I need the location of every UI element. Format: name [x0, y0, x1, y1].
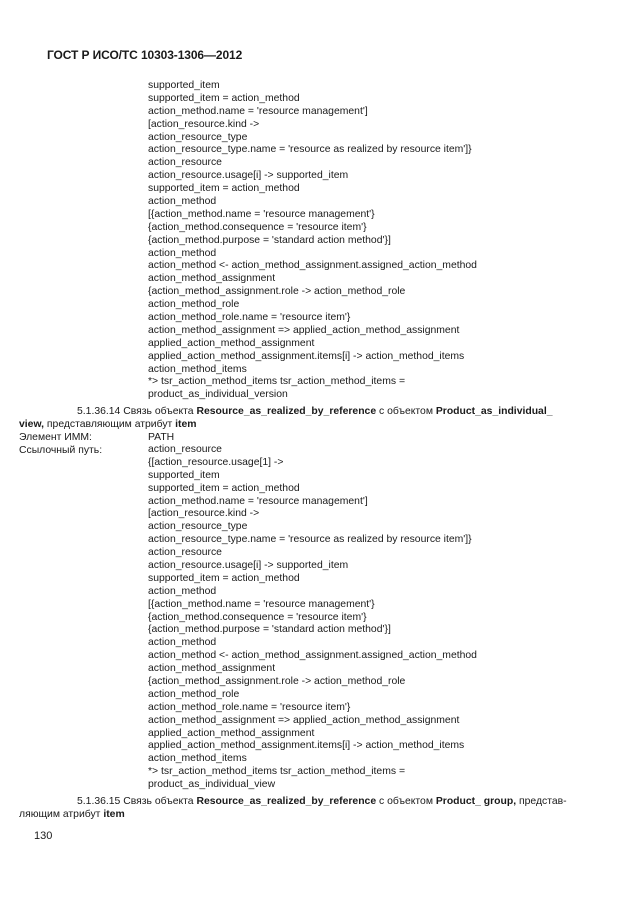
code-line: action_method_role.name = 'resource item'} [148, 312, 351, 324]
code-line: {[action_resource.usage[1] -> [148, 456, 284, 468]
reference-path-block-2 [148, 444, 477, 792]
code-line: {action_method.consequence = 'resource item'} [148, 221, 367, 233]
code-line: action_method <- action_method_assignment.assigned_action_method [148, 260, 477, 272]
code-line: action_method_items [148, 753, 247, 765]
code-line: action_method_role [148, 688, 240, 700]
code-line: action_method [148, 585, 217, 597]
entity-name: Product_ group, [435, 796, 517, 807]
code-line: supported_item = action_method [148, 572, 300, 584]
attribute-name: item [175, 418, 197, 430]
clause-text: представляющим атрибут [44, 418, 176, 430]
code-line: action_method [148, 637, 217, 649]
page-number: 130 [34, 830, 53, 842]
code-line: action_method_assignment [148, 273, 276, 285]
entity-name: Resource_as_realized_by_reference [196, 406, 377, 417]
element-label: Элемент ИММ: [19, 432, 92, 443]
clause-text: представ- [516, 796, 567, 807]
code-line: supported_item [148, 80, 220, 91]
code-line: supported_item = action_method [148, 482, 300, 494]
code-line: [{action_method.name = 'resource management'} [148, 208, 375, 220]
code-line: action_method [148, 247, 217, 259]
clause-text: Связь объекта [120, 796, 197, 807]
code-line: action_resource.usage[i] -> supported_item [148, 170, 349, 182]
code-line: [action_resource.kind -> [148, 508, 260, 520]
attribute-name: item [103, 808, 125, 820]
reference-path-label: Ссылочный путь: [19, 445, 103, 456]
code-line: {action_method.consequence = 'resource item'} [148, 611, 367, 623]
reference-path-block-1 [148, 80, 477, 402]
code-line: supported_item [148, 469, 220, 481]
code-line: applied_action_method_assignment [148, 337, 315, 349]
code-line: action_method.name = 'resource management'] [148, 495, 368, 507]
document-header: ГОСТ Р ИСО/ТС 10303-1306—2012 [47, 48, 243, 62]
clause-text: с объектом [376, 406, 436, 417]
code-line: [{action_method.name = 'resource management'} [148, 598, 375, 610]
code-line: action_method_assignment => applied_action_method_assignment [148, 714, 460, 726]
code-line: *> tsr_action_method_items tsr_action_method_items = [148, 376, 406, 388]
code-line: supported_item = action_method [148, 183, 300, 195]
code-line: *> tsr_action_method_items tsr_action_method_items = [148, 766, 406, 778]
code-line: supported_item = action_method [148, 92, 300, 104]
clause-5-1-36-15 [19, 796, 614, 822]
code-line: applied_action_method_assignment [148, 727, 315, 739]
code-line: action_method.name = 'resource management'] [148, 105, 368, 117]
code-line: applied_action_method_assignment.items[i] -> action_method_items [148, 740, 465, 752]
clause-text: Связь объекта [120, 406, 197, 417]
code-line: action_resource [148, 157, 222, 169]
entity-name: Resource_as_realized_by_reference [196, 796, 377, 807]
code-line: action_method_assignment [148, 663, 276, 675]
code-line: product_as_individual_view [148, 779, 276, 791]
element-value: PATH [148, 432, 175, 443]
clause-text: с объектом [376, 796, 436, 807]
code-line: {action_method.purpose = 'standard action method'}] [148, 234, 391, 246]
clause-text: ляющим атрибут [19, 808, 104, 820]
code-line: action_resource_type [148, 131, 248, 143]
clause-number: 5.1.36.15 [77, 796, 121, 807]
code-line: action_method_role.name = 'resource item'} [148, 701, 351, 713]
code-line: action_resource_type [148, 521, 248, 533]
code-line: action_method [148, 196, 217, 208]
clause-number: 5.1.36.14 [77, 406, 121, 417]
code-line: action_method_items [148, 363, 247, 375]
code-line: action_resource [148, 444, 222, 455]
entity-name: view, [19, 418, 45, 430]
code-line: product_as_individual_version [148, 389, 288, 401]
code-line: [action_resource.kind -> [148, 118, 260, 130]
clause-5-1-36-14 [19, 406, 614, 432]
code-line: {action_method_assignment.role -> action_method_role [148, 286, 406, 298]
code-line: action_resource_type.name = 'resource as realized by resource item']} [148, 534, 472, 546]
code-line: {action_method_assignment.role -> action_method_role [148, 676, 406, 688]
code-line: action_method_role [148, 299, 240, 311]
code-line: action_resource_type.name = 'resource as realized by resource item']} [148, 144, 472, 156]
code-line: action_method <- action_method_assignment.assigned_action_method [148, 650, 477, 662]
code-line: {action_method.purpose = 'standard action method'}] [148, 624, 391, 636]
code-line: action_resource.usage[i] -> supported_item [148, 560, 349, 572]
entity-name: Product_as_individual_ [435, 406, 553, 417]
code-line: action_method_assignment => applied_action_method_assignment [148, 324, 460, 336]
code-line: applied_action_method_assignment.items[i] -> action_method_items [148, 350, 465, 362]
code-line: action_resource [148, 547, 222, 559]
